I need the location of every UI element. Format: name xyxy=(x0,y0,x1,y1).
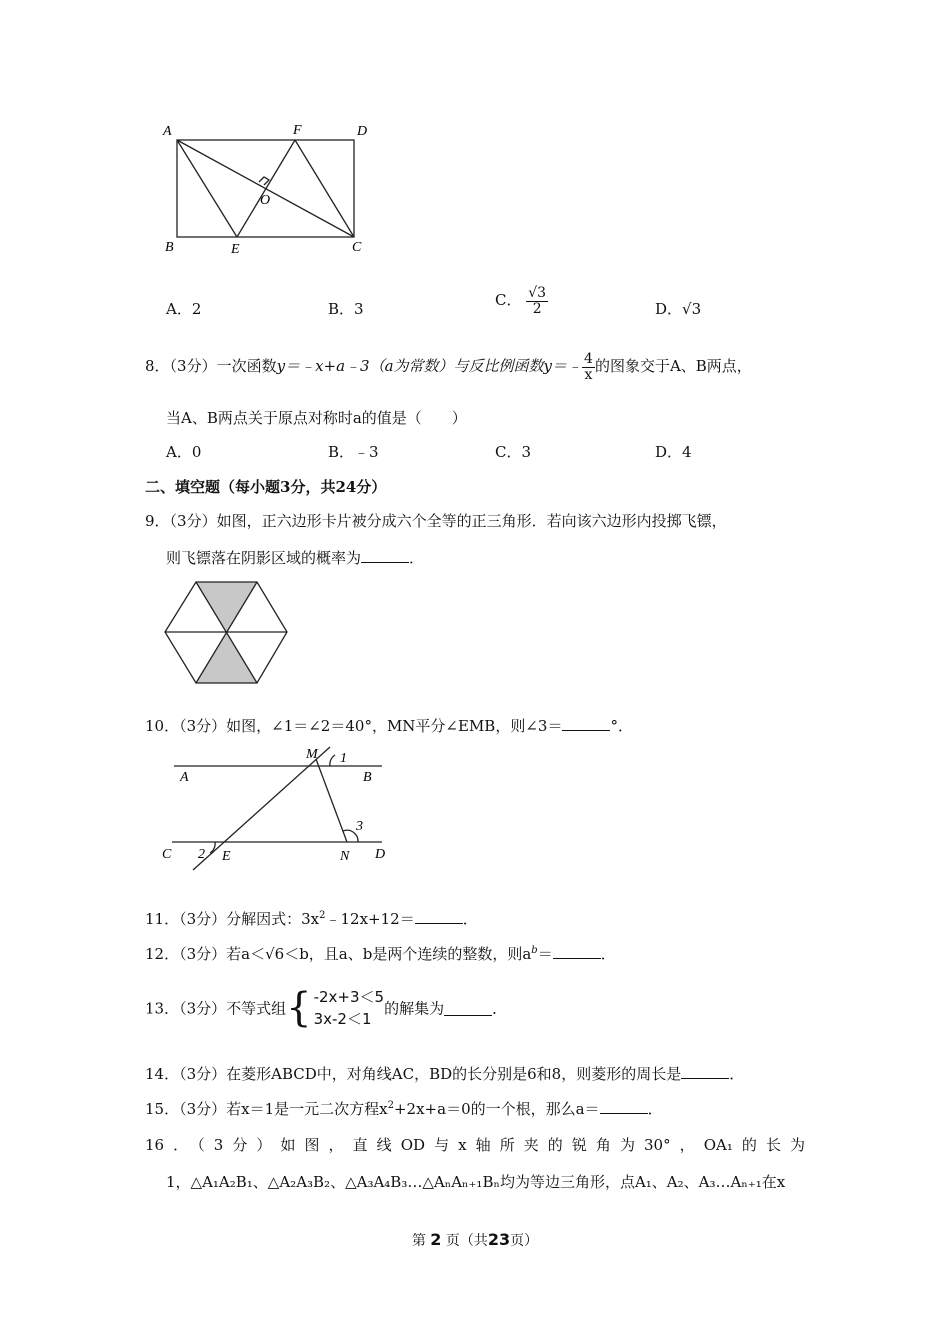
q7-option-c xyxy=(495,286,548,316)
q15-line xyxy=(145,1098,663,1119)
q12-text-a: 12．（3分）若a＜ xyxy=(145,945,266,963)
q8-fraction xyxy=(582,352,595,382)
q7-option-b: B．3 xyxy=(328,300,364,318)
hexagon-figure xyxy=(160,575,295,690)
shaded-triangle-top xyxy=(196,582,257,632)
answer-blank xyxy=(415,909,463,924)
q7-option-d-value: √3 xyxy=(682,300,702,318)
q12-end: ． xyxy=(600,945,616,963)
q11-text-b: ﹣12x+12＝ xyxy=(325,910,415,928)
inequality-row-1: -2x+3＜5 xyxy=(313,988,385,1006)
fraction-numerator: √3 xyxy=(528,285,547,301)
label-a: A xyxy=(180,770,189,785)
label-d: D xyxy=(375,847,386,862)
q12-text-b: ＜b，且a、b是两个连续的整数，则a xyxy=(284,945,532,963)
q7-option-c-prefix: C． xyxy=(495,291,522,310)
answer-blank xyxy=(553,944,601,959)
label-o: O xyxy=(260,193,271,208)
label-angle-1: 1 xyxy=(340,751,347,766)
shaded-triangle-bottom xyxy=(196,632,257,683)
q11-text-a: 11．（3分）分解因式：3x xyxy=(145,910,320,928)
label-c: C xyxy=(162,847,172,862)
fraction-numerator: 4 xyxy=(584,351,593,367)
q10-end: °． xyxy=(610,717,633,735)
q8-text-a: 8．（3分）一次函数 xyxy=(145,357,277,376)
segment-fc xyxy=(295,140,354,237)
q9-text: 则飞镖落在阴影区域的概率为 xyxy=(166,549,362,567)
q14-text: 14．（3分）在菱形ABCD中，对角线AC，BD的长分别是6和8，则菱形的周长是 xyxy=(145,1065,682,1083)
label-d: D xyxy=(357,124,368,139)
q15-exponent: 2 xyxy=(387,1100,394,1111)
label-f: F xyxy=(293,123,302,138)
q9-end: ． xyxy=(409,549,425,567)
label-a: A xyxy=(163,124,172,139)
q15-end: ． xyxy=(647,1100,663,1118)
q8-line1 xyxy=(145,352,752,382)
q9-line2 xyxy=(166,547,424,568)
fraction-denominator: x xyxy=(584,366,593,383)
q13-text-a: 13．（3分）不等式组 xyxy=(145,999,287,1018)
q13-text-b: 的解集为 xyxy=(384,999,445,1018)
label-b: B xyxy=(165,240,174,255)
q8-text-c: y＝﹣ xyxy=(543,357,583,376)
q7-option-a: A．2 xyxy=(166,300,202,318)
answer-blank xyxy=(444,1001,492,1016)
q12-sqrt: √6 xyxy=(265,945,285,963)
q15-text-a: 15．（3分）若x＝1是一元二次方程x xyxy=(145,1100,388,1118)
q14-end: ． xyxy=(729,1065,745,1083)
q8-option-c: C．3 xyxy=(495,443,532,461)
q7-option-d xyxy=(655,298,701,319)
label-e: E xyxy=(231,242,240,257)
footer-page-number: 2 xyxy=(430,1230,442,1249)
label-angle-2: 2 xyxy=(198,847,205,862)
footer-total-pages: 23 xyxy=(487,1230,511,1249)
label-angle-3: 3 xyxy=(356,819,363,834)
fraction-denominator: 2 xyxy=(532,300,542,317)
q11-line xyxy=(145,908,478,929)
q9-line1: 9．（3分）如图，正六边形卡片被分成六个全等的正三角形．若向该六边形内投掷飞镖， xyxy=(145,512,727,530)
label-m: M xyxy=(306,747,318,762)
q12-line xyxy=(145,943,616,964)
parallel-lines-figure xyxy=(160,742,400,874)
q13-line xyxy=(145,986,507,1030)
q10-text: 10．（3分）如图，∠1＝∠2＝40°，MN平分∠EMB，则∠3＝ xyxy=(145,717,563,735)
q8-text-b: y＝﹣x+a﹣3（a为常数）与反比例函数 xyxy=(276,357,544,376)
footer-text-b: 页（共 xyxy=(445,1233,488,1249)
rectangle-figure xyxy=(160,118,390,260)
segment-mn xyxy=(316,759,347,842)
segment-ef xyxy=(237,140,295,237)
q7-option-c-fraction xyxy=(526,286,548,316)
segment-ae xyxy=(177,140,237,237)
q12-exponent: b xyxy=(531,945,538,956)
label-b: B xyxy=(363,770,372,785)
label-e: E xyxy=(222,849,231,864)
footer-text-a: 第 xyxy=(411,1233,426,1249)
q11-end: ． xyxy=(462,910,478,928)
q8-option-d: D．4 xyxy=(655,443,692,461)
q13-end: ． xyxy=(492,999,508,1018)
brace-icon: { xyxy=(286,985,312,1031)
answer-blank xyxy=(600,1099,648,1114)
q10-line xyxy=(145,715,633,736)
q16-line2: 1，△A₁A₂B₁、△A₂A₃B₂、△A₃A₄B₃…△AₙAₙ₊₁Bₙ均为等边三角形，点A₁、A₂、A₃…Aₙ₊₁在x xyxy=(166,1173,786,1191)
q14-line xyxy=(145,1063,744,1084)
inequality-system xyxy=(314,986,385,1030)
answer-blank xyxy=(562,716,610,731)
footer-text-c: 页） xyxy=(510,1233,539,1249)
q16-line1: 16．（3分）如图，直线OD与x轴所夹的锐角为30°，OA₁的长为 xyxy=(145,1136,805,1154)
angle-1-arc xyxy=(330,755,335,766)
q8-line2: 当A、B两点关于原点对称时a的值是（ ） xyxy=(166,409,467,427)
section-title: 二、填空题（每小题3分，共24分） xyxy=(145,478,387,496)
right-angle-mark xyxy=(259,177,269,185)
page-footer xyxy=(0,1230,950,1250)
label-c: C xyxy=(352,240,362,255)
answer-blank xyxy=(361,548,409,563)
answer-blank xyxy=(681,1064,729,1079)
q12-text-c: ＝ xyxy=(537,945,553,963)
q15-text-b: +2x+a＝0的一个根，那么a＝ xyxy=(393,1100,600,1118)
q8-option-a: A．0 xyxy=(166,443,202,461)
q8-option-b: B．﹣3 xyxy=(328,443,379,461)
label-n: N xyxy=(340,849,350,864)
q8-text-d: 的图象交于A、B两点， xyxy=(594,357,752,376)
q11-exponent: 2 xyxy=(319,910,326,921)
inequality-row-2: 3x-2＜1 xyxy=(313,1010,372,1028)
q7-option-d-prefix: D． xyxy=(655,300,683,318)
